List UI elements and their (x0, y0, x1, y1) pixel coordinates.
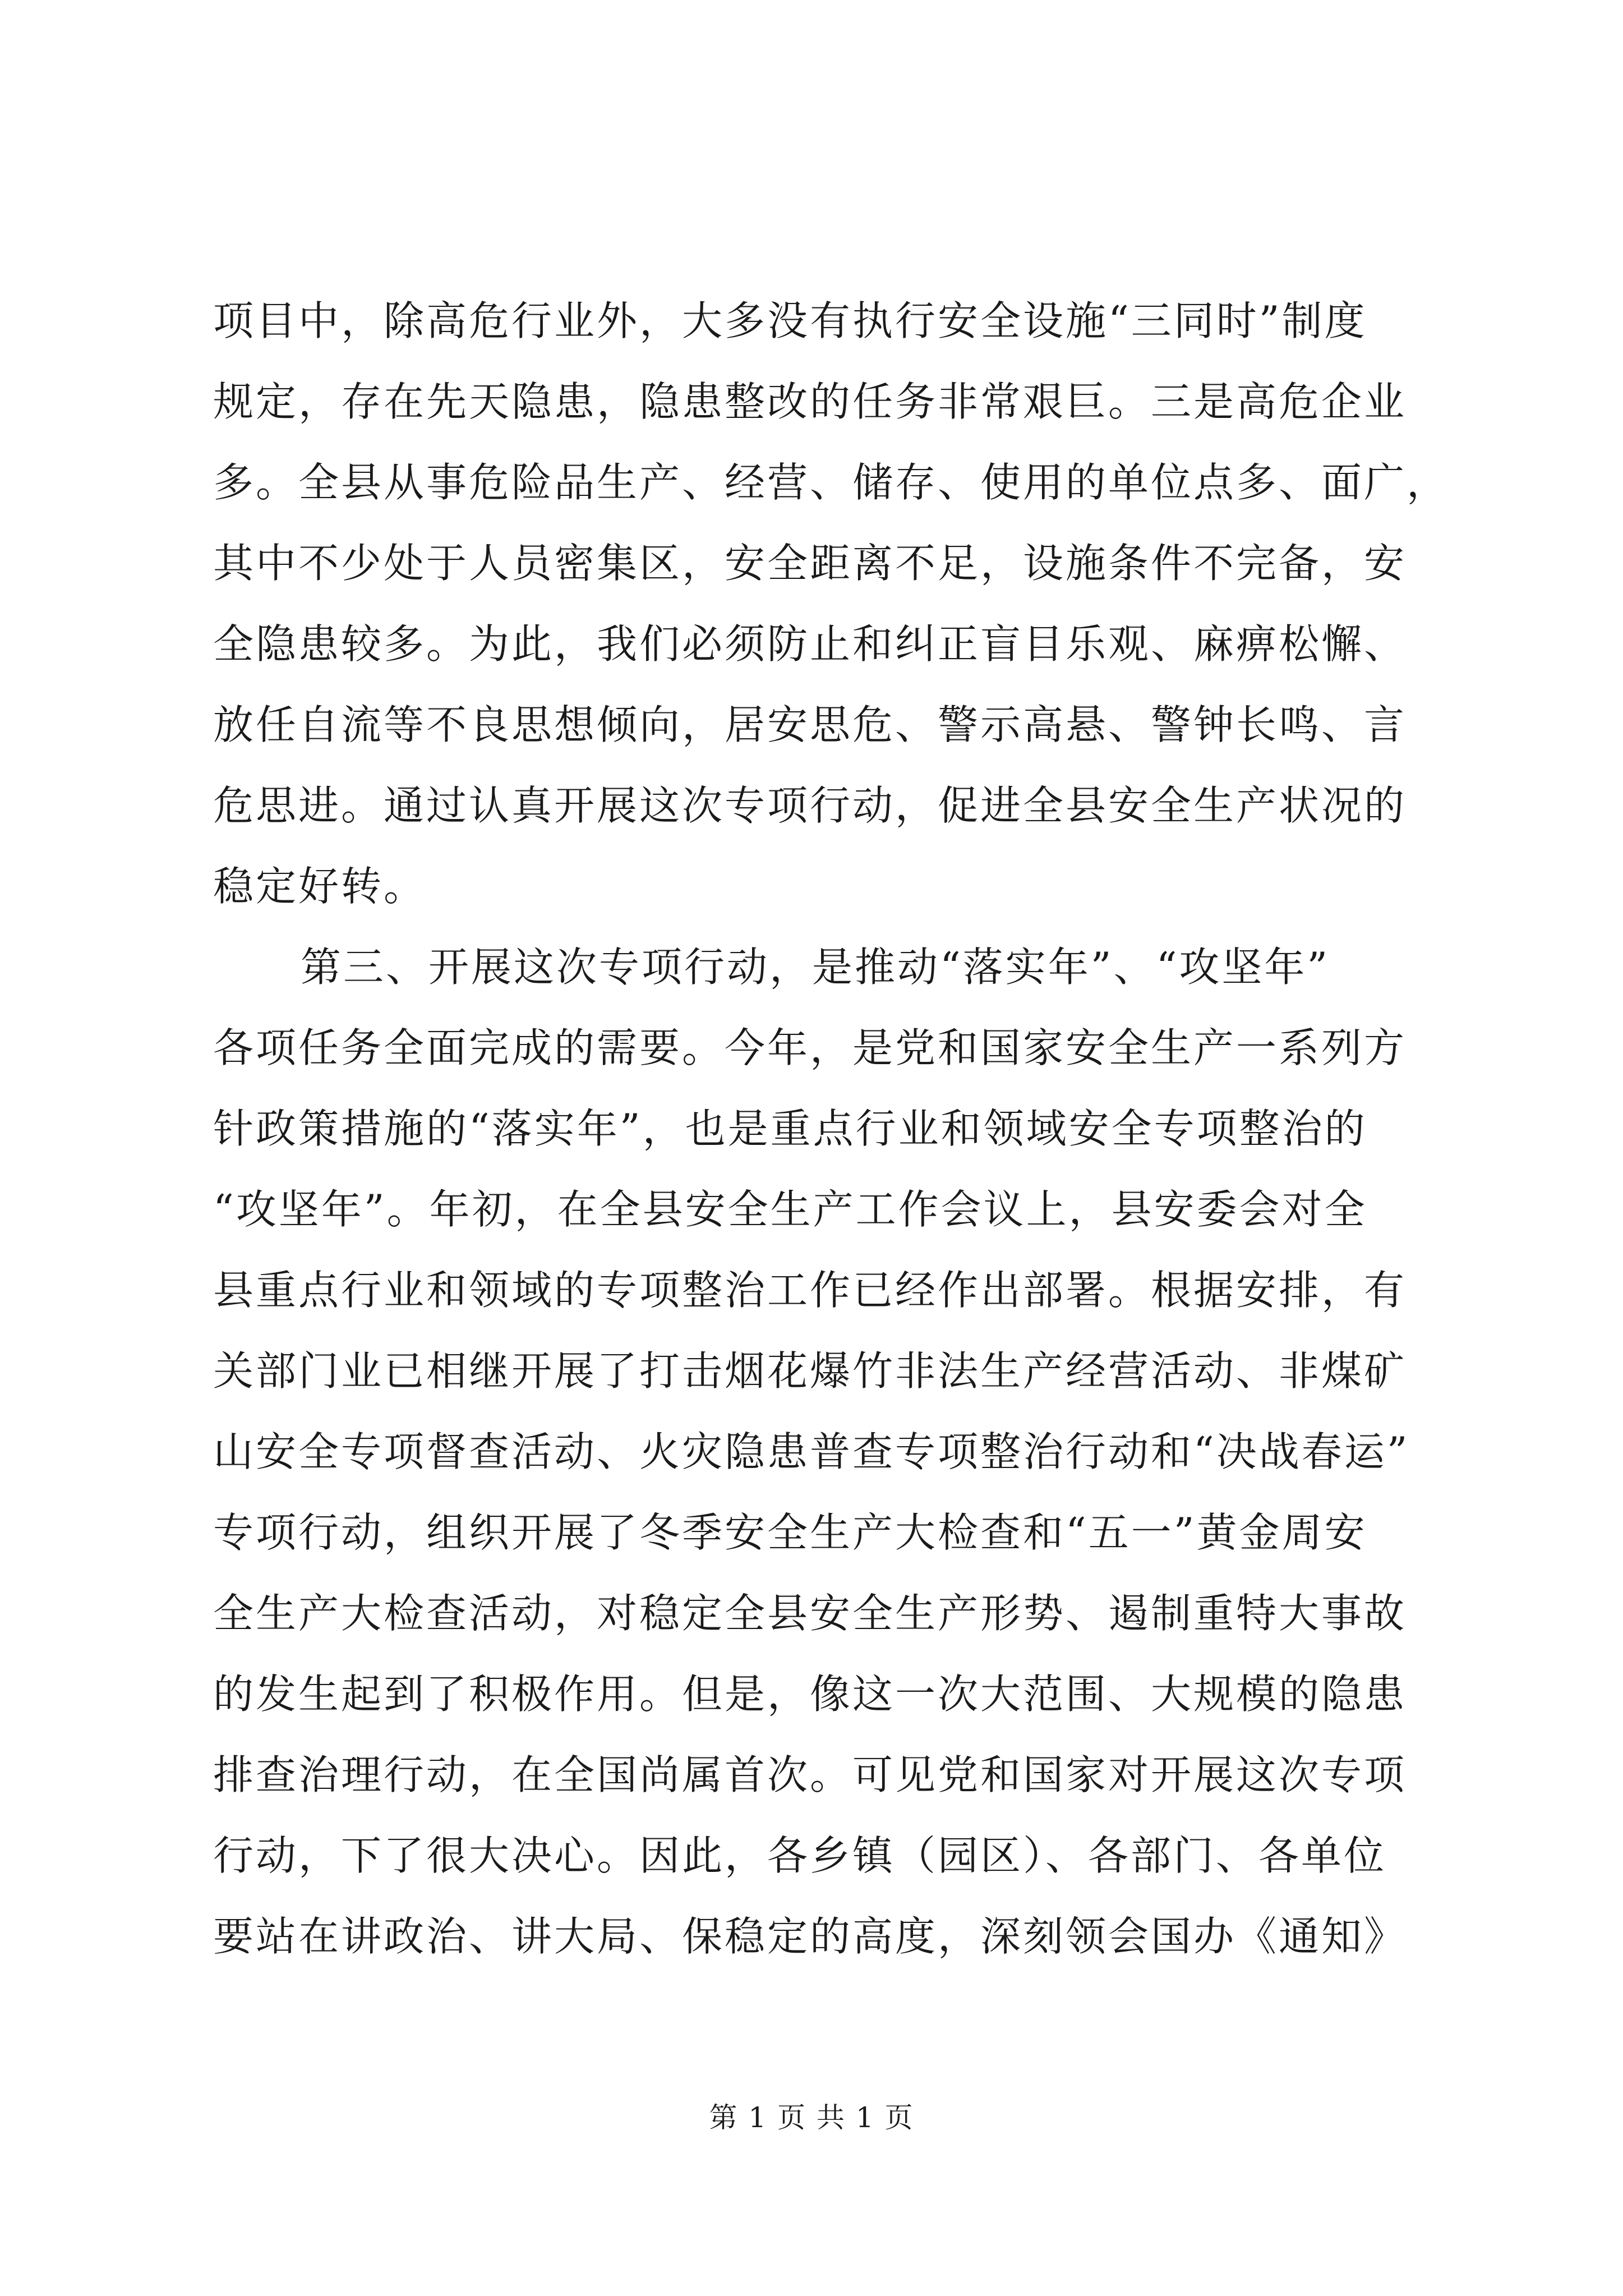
text-line: 项目中，除高危行业外，大多没有执行安全设施“三同时”制度 (213, 297, 1367, 344)
text-line: 县重点行业和领域的专项整治工作已经作出部署。根据安排，有 (213, 1267, 1407, 1314)
text-line: 危思进。通过认真开展这次专项行动，促进全县安全生产状况的 (213, 782, 1407, 829)
text-line: 针政策措施的“落实年”，也是重点行业和领域安全专项整治的 (213, 1105, 1367, 1152)
text-line: 其中不少处于人员密集区，安全距离不足，设施条件不完备，安 (213, 540, 1407, 587)
text-line: 关部门业已相继开展了打击烟花爆竹非法生产经营活动、非煤矿 (213, 1347, 1407, 1395)
text-line: 专项行动，组织开展了冬季安全生产大检查和“五一”黄金周安 (213, 1509, 1367, 1556)
text-line: 排查治理行动，在全国尚属首次。可见党和国家对开展这次专项 (213, 1751, 1407, 1798)
text-line: 要站在讲政治、讲大局、保稳定的高度，深刻领会国办《通知》 (213, 1913, 1407, 1960)
text-line: 放任自流等不良思想倾向，居安思危、警示高悬、警钟长鸣、言 (213, 701, 1407, 748)
text-line: 行动，下了很大决心。因此，各乡镇（园区）、各部门、各单位 (213, 1832, 1387, 1879)
text-line: 的发生起到了积极作用。但是，像这一次大范围、大规模的隐患 (213, 1671, 1407, 1718)
text-line: 全隐患较多。为此，我们必须防止和纠正盲目乐观、麻痹松懈、 (213, 620, 1407, 668)
text-line: 山安全专项督查活动、火灾隐患普查专项整治行动和“决战春运” (213, 1428, 1410, 1475)
text-line: 多。全县从事危险品生产、经营、储存、使用的单位点多、面广， (213, 459, 1450, 506)
text-line: 各项任务全面完成的需要。今年，是党和国家安全生产一系列方 (213, 1024, 1407, 1071)
page-footer (0, 2098, 1623, 2137)
text-line: 稳定好转。 (213, 863, 427, 910)
document-body (213, 280, 1450, 1977)
text-line: “攻坚年”。年初，在全县安全生产工作会议上，县安委会对全 (213, 1186, 1367, 1233)
paragraph-first-line: 第三、开展这次专项行动，是推动“落实年”、“攻坚年” (301, 944, 1330, 991)
page-number-label: 第 1 页 共 1 页 (709, 2101, 914, 2134)
text-line: 规定，存在先天隐患，隐患整改的任务非常艰巨。三是高危企业 (213, 378, 1407, 425)
text-line: 全生产大检查活动，对稳定全县安全生产形势、遏制重特大事故 (213, 1590, 1407, 1637)
